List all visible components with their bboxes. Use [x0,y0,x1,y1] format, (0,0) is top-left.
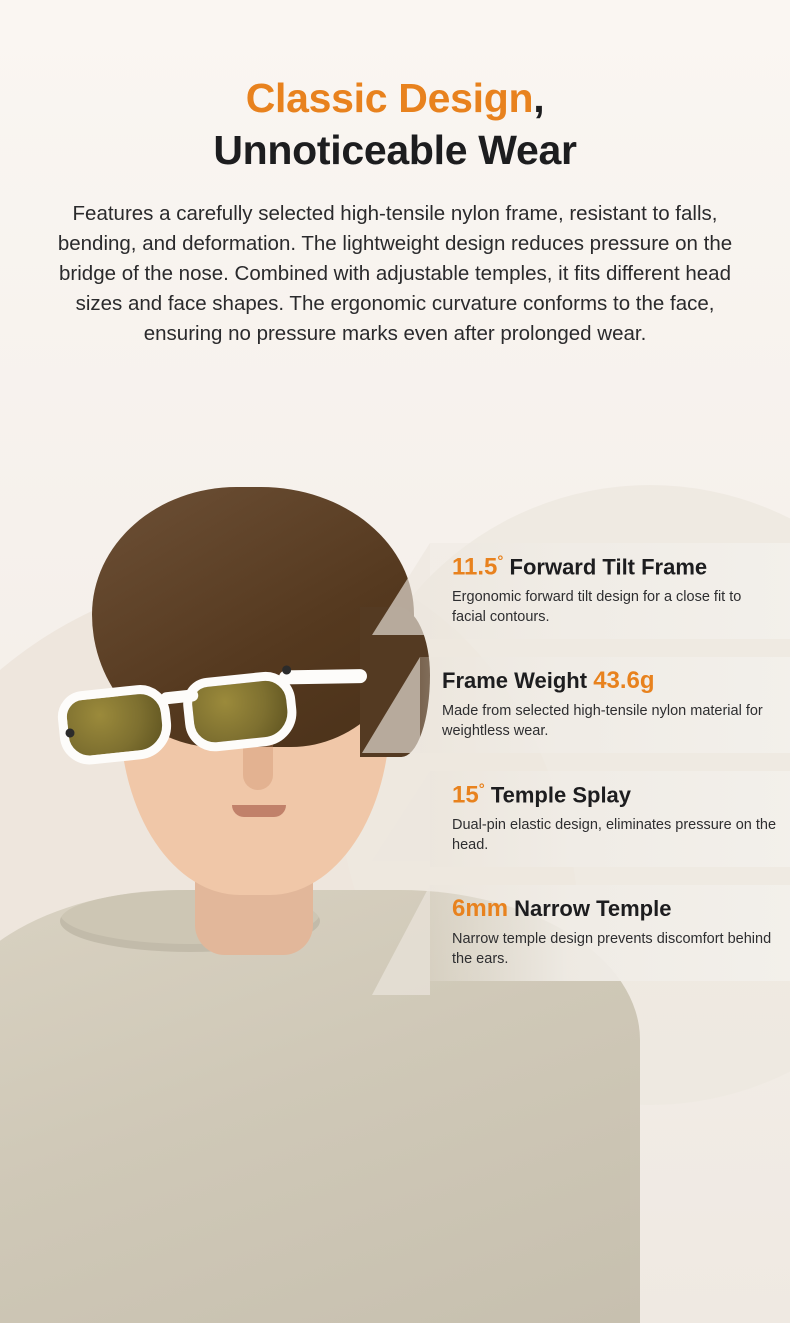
callout-value: 11.5 [452,553,498,581]
callout-value: 15 [452,781,479,809]
callout-heading [452,895,776,924]
callout-heading [452,553,776,582]
callout-body: Made from selected high-tensile nylon material for weightless wear. [442,702,763,739]
callout-title: Narrow Temple [514,896,672,922]
lens-left [55,682,174,767]
callout-frame-weight [420,657,790,753]
mouth [232,805,286,817]
page-title-line2: Unnoticeable Wear [213,127,577,174]
header-section [0,0,790,350]
callout-narrow-temple [430,885,790,981]
callout-title: Forward Tilt Frame [509,554,708,580]
callout-title: Temple Splay [490,782,632,808]
page-title-accent: Classic Design [245,75,534,121]
page-title-comma: , [533,75,545,121]
callout-value: 43.6g [593,667,655,695]
callout-temple-splay [430,771,790,867]
page-title [0,72,790,177]
callout-body: Dual-pin elastic design, eliminates pressure on the head. [452,817,777,854]
callout-value: 6mm [452,895,509,923]
callout-heading [442,667,776,696]
callout-heading [452,781,776,810]
page-subtitle: Features a carefully selected high-tensile nylon frame, resistant to falls, bending, and deformation. The lightweight design reduces pressure on the bridge of the nose. Combined with adjustable temples, it fits different head sizes and face shapes. The ergonomic curvature conforms to the face, ensuring no pressure marks even after prolonged wear. [57,201,733,346]
callout-unit: ° [497,553,504,570]
callout-forward-tilt [430,543,790,639]
callout-body: Ergonomic forward tilt design for a close fit to facial contours. [452,589,742,626]
callout-title: Frame Weight [442,668,588,694]
callout-unit: ° [478,780,485,798]
callout-body: Narrow temple design prevents discomfort behind the ears. [452,930,772,967]
spec-callout-list [430,543,790,999]
temple-arm [279,669,367,685]
